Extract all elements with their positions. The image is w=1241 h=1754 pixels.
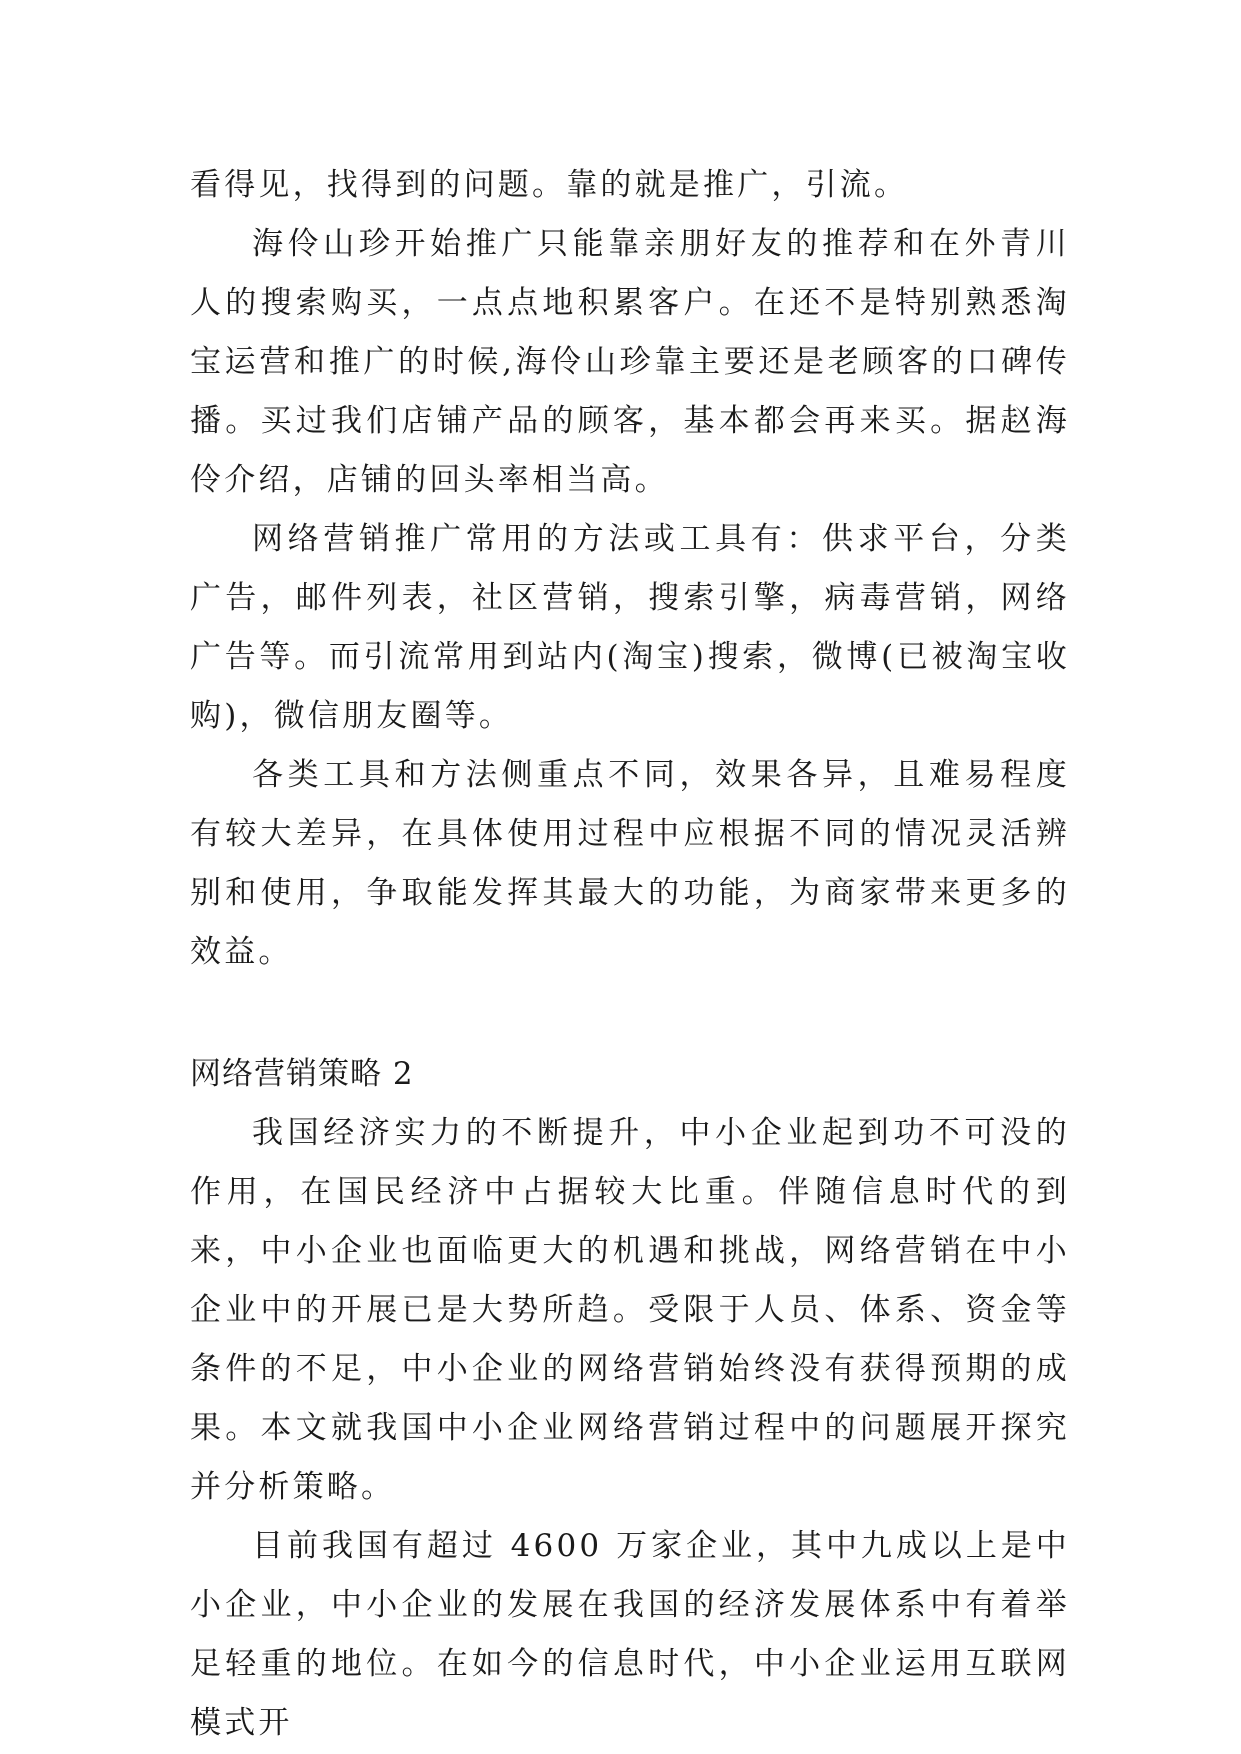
paragraph-continuation: 看得见，找得到的问题。靠的就是推广，引流。 bbox=[190, 167, 909, 203]
paragraph: 海伶山珍开始推广只能靠亲朋好友的推荐和在外青川人的搜索购买，一点点地积累客户。在还不是特别熟悉淘宝运营和推广的时候,海伶山珍靠主要还是老顾客的口碑传播。买过我们店铺产品的顾客，基本都会再来买。据赵海伶介绍，店铺的回头率相当高。 bbox=[190, 226, 1070, 498]
paragraph: 目前我国有超过 4600 万家企业，其中九成以上是中小企业，中小企业的发展在我国的经济发展体系中有着举足轻重的地位。在如今的信息时代，中小企业运用互联网模式开 bbox=[190, 1528, 1070, 1741]
paragraph: 我国经济实力的不断提升，中小企业起到功不可没的作用，在国民经济中占据较大比重。伴随信息时代的到来，中小企业也面临更大的机遇和挑战，网络营销在中小企业中的开展已是大势所趋。受限于人员、体系、资金等条件的不足，中小企业的网络营销始终没有获得预期的成果。本文就我国中小企业网络营销过程中的问题展开探究并分析策略。 bbox=[190, 1115, 1070, 1505]
paragraph: 各类工具和方法侧重点不同，效果各异，且难易程度有较大差异，在具体使用过程中应根据不同的情况灵活辨别和使用，争取能发挥其最大的功能，为商家带来更多的效益。 bbox=[190, 757, 1070, 970]
paragraph: 网络营销推广常用的方法或工具有：供求平台，分类广告，邮件列表，社区营销，搜索引擎，病毒营销，网络广告等。而引流常用到站内(淘宝)搜索，微博(已被淘宝收购)，微信朋友圈等。 bbox=[190, 521, 1070, 734]
section-heading: 网络营销策略 2 bbox=[190, 1056, 414, 1092]
document-body bbox=[190, 156, 1070, 1753]
